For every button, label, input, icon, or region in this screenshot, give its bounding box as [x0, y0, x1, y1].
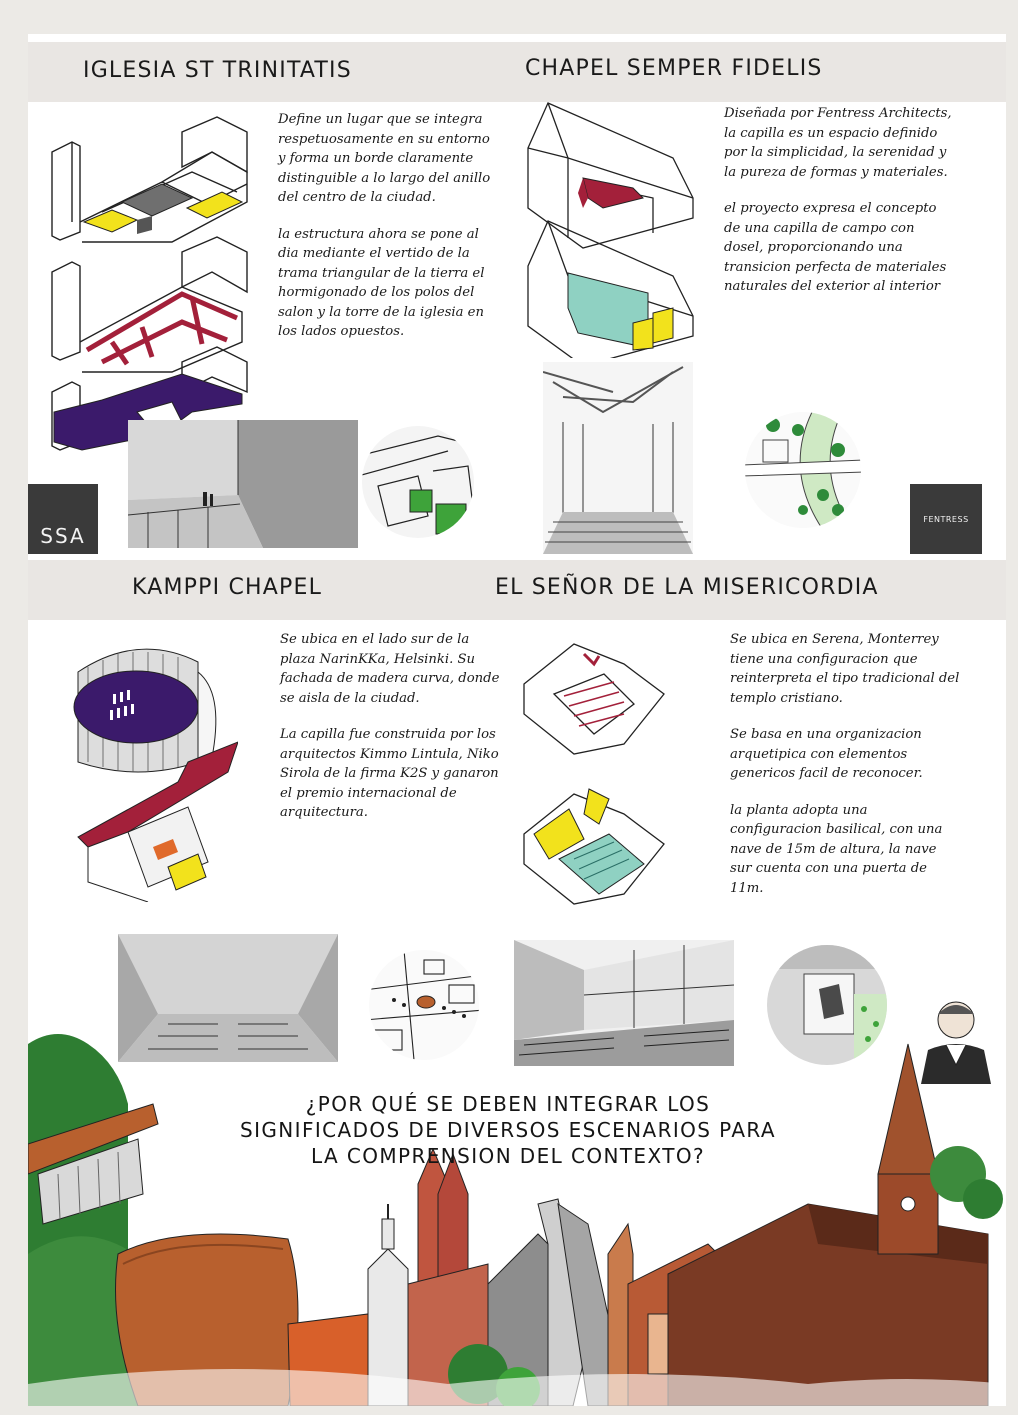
trinitatis-interior-sketch [128, 420, 358, 548]
text-senor [730, 630, 962, 915]
title-semper: CHAPEL SEMPER FIDELIS [525, 56, 823, 81]
text-kamppi-p2: La capilla fue construida por los arquitectos Kimmo Lintula, Niko Sirola de la firma K2S y ganaron el premio internacional de arquitectura. [280, 727, 499, 820]
text-kamppi-p1: Se ubica en el lado sur de la plaza NarinKKa, Helsinki. Su fachada de madera curva, donde se aisla de la ciudad. [280, 632, 500, 706]
trinitatis-site-plan [358, 426, 478, 538]
poster-sheet [28, 34, 1006, 1406]
kamppi-axonometric-diagram [48, 632, 238, 902]
title-senor: EL SEÑOR DE LA MISERICORDIA [495, 575, 879, 600]
text-senor-p3: la planta adopta una configuracion basilical, con una nave de 15m de altura, la nave sur cuenta con una puerta de 11m. [730, 802, 943, 896]
semper-axonometric-diagrams [523, 98, 703, 358]
question-line-1: ¿POR QUÉ SE DEBEN INTEGRAR LOS [305, 1092, 711, 1116]
question-line-3: LA COMPRENSION DEL CONTEXTO? [311, 1144, 705, 1168]
text-trinitatis-p2: la estructura ahora se pone al dia mediante el vertido de la trama triangular de la tierra el hormigonado de los polos del salon y la torre de la iglesia en los lados opuestos. [278, 226, 485, 339]
senor-floor-plans [514, 634, 694, 924]
text-trinitatis-p1: Define un lugar que se integra respetuosamente en su entorno y forma un borde claramente distinguible a lo largo del anillo del centro de la ciudad. [278, 112, 491, 205]
trinitatis-axonometric-diagrams [42, 112, 272, 452]
title-trinitatis: IGLESIA ST TRINITATIS [83, 58, 352, 83]
closing-question [178, 1091, 838, 1169]
churches-collage-illustration [28, 1024, 1006, 1406]
question-line-2: SIGNIFICADOS DE DIVERSOS ESCENARIOS PARA [240, 1118, 776, 1142]
semper-site-plan [743, 410, 863, 530]
text-senor-p1: Se ubica en Serena, Monterrey tiene una configuracion que reinterpreta el tipo tradicional del templo cristiano. [730, 632, 960, 706]
title-kamppi: KAMPPI CHAPEL [132, 575, 323, 600]
text-senor-p2: Se basa en una organizacion arquetipica con elementos genericos facil de reconocer. [730, 727, 923, 781]
text-semper-p2: el proyecto expresa el concepto de una capilla de campo con dosel, proporcionando una transicion perfecta de materiales naturales del exterior al interior [724, 201, 947, 294]
fentress-logo: FENTRESS [910, 484, 982, 554]
text-semper-p1: Diseñada por Fentress Architects, la capilla es un espacio definido por la simplicidad, la serenidad y la pureza de formas y materiales. [724, 106, 952, 180]
text-trinitatis [278, 110, 498, 359]
text-semper [724, 104, 956, 314]
semper-interior-sketch [543, 362, 693, 554]
ssa-logo: SSA [28, 484, 98, 554]
text-kamppi [280, 630, 500, 840]
